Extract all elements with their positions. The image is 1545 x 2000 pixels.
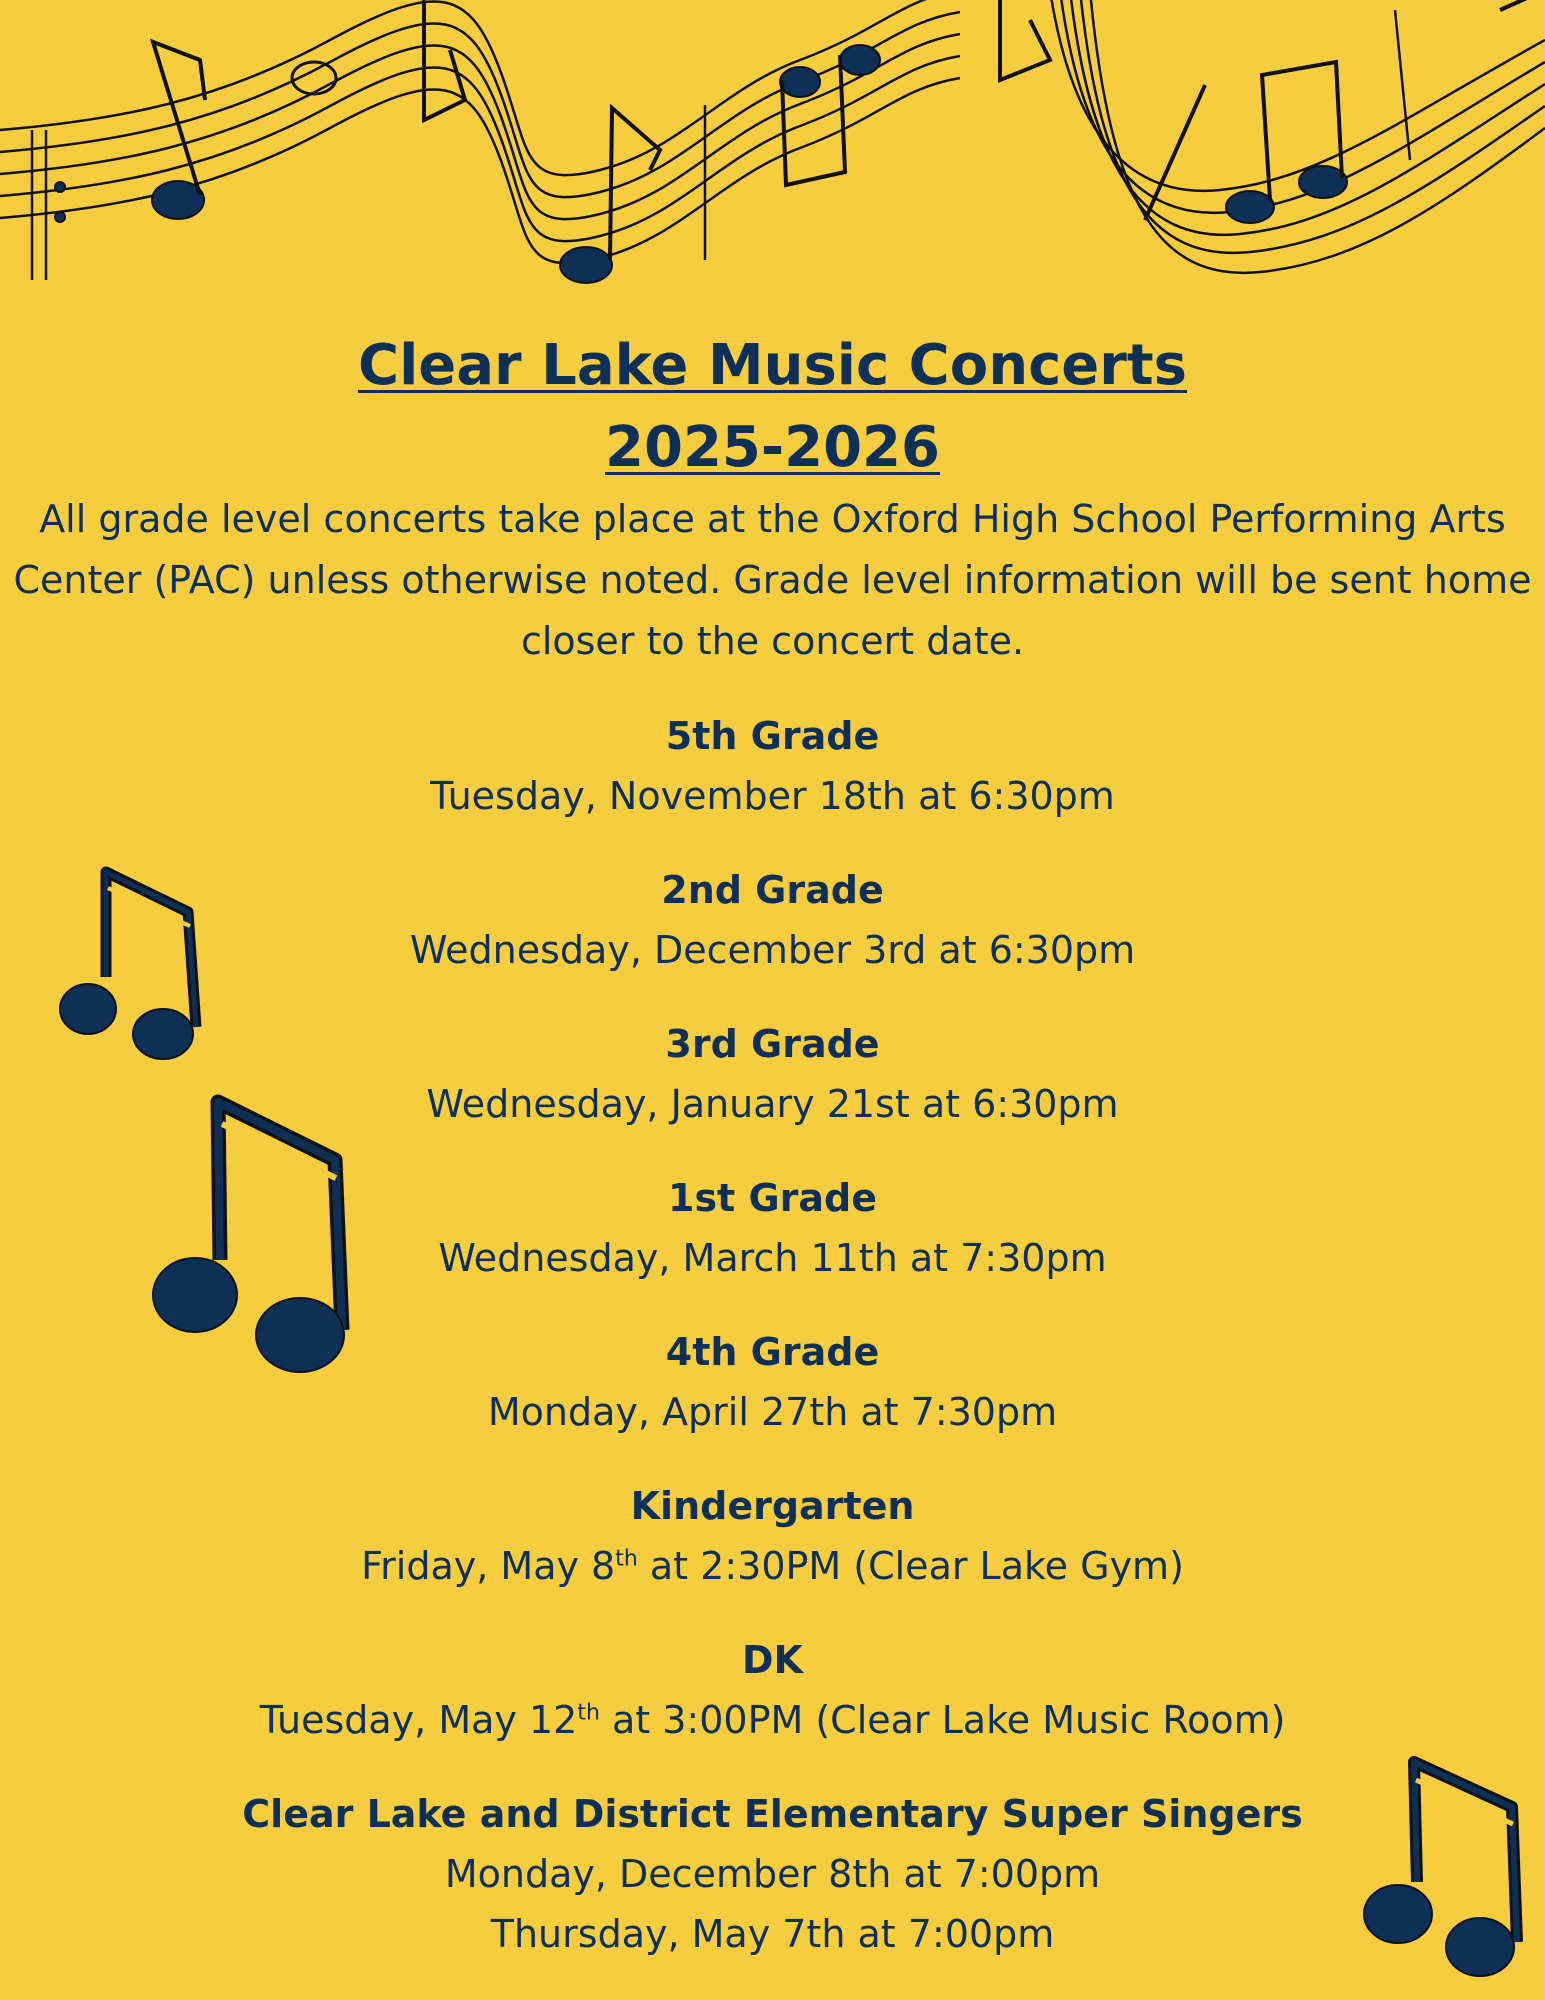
event-name: 5th Grade <box>665 714 880 758</box>
event-date: Monday, December 8th at 7:00pm <box>444 1852 1101 1896</box>
event-item <box>0 860 1545 980</box>
event-date-main: Friday, May 8 <box>361 1544 616 1588</box>
event-item <box>0 1014 1545 1134</box>
flyer-content <box>0 325 1545 1964</box>
event-item <box>0 1476 1545 1596</box>
event-date: Wednesday, December 3rd at 6:30pm <box>409 928 1136 972</box>
event-date-main: Tuesday, May 12 <box>259 1698 578 1742</box>
event-date <box>0 1690 1545 1750</box>
event-date-rest: at 3:00PM (Clear Lake Music Room) <box>599 1698 1286 1742</box>
event-item <box>0 706 1545 826</box>
event-name: 3rd Grade <box>665 1022 880 1066</box>
event-date-rest: at 2:30PM (Clear Lake Gym) <box>637 1544 1184 1588</box>
event-name: Kindergarten <box>630 1484 915 1528</box>
event-item <box>0 1322 1545 1442</box>
event-date: Tuesday, November 18th at 6:30pm <box>430 774 1115 818</box>
event-name: 1st Grade <box>668 1176 877 1220</box>
event-item <box>0 1168 1545 1288</box>
title-line-2: 2025-2026 <box>605 415 940 480</box>
event-name: 4th Grade <box>665 1330 880 1374</box>
event-name: DK <box>742 1638 803 1682</box>
music-staff-illustration <box>0 0 1545 320</box>
event-item <box>0 1784 1545 1964</box>
page-title <box>0 325 1545 489</box>
event-date: Monday, April 27th at 7:30pm <box>487 1390 1058 1434</box>
event-date-suffix: th <box>615 1546 638 1572</box>
event-date <box>0 1536 1545 1596</box>
event-name: Clear Lake and District Elementary Super Singers <box>242 1792 1303 1836</box>
event-name: 2nd Grade <box>661 868 884 912</box>
title-line-1: Clear Lake Music Concerts <box>357 333 1187 398</box>
intro-text: All grade level concerts take place at the Oxford High School Performing Arts Center (PAC) unless otherwise noted. Grade level information will be sent home closer to the concert date. <box>13 497 1532 663</box>
event-date: Wednesday, January 21st at 6:30pm <box>426 1082 1119 1126</box>
event-item <box>0 1630 1545 1750</box>
event-date-suffix: th <box>577 1700 600 1726</box>
event-date: Wednesday, March 11th at 7:30pm <box>438 1236 1107 1280</box>
event-date-second: Thursday, May 7th at 7:00pm <box>490 1912 1055 1956</box>
